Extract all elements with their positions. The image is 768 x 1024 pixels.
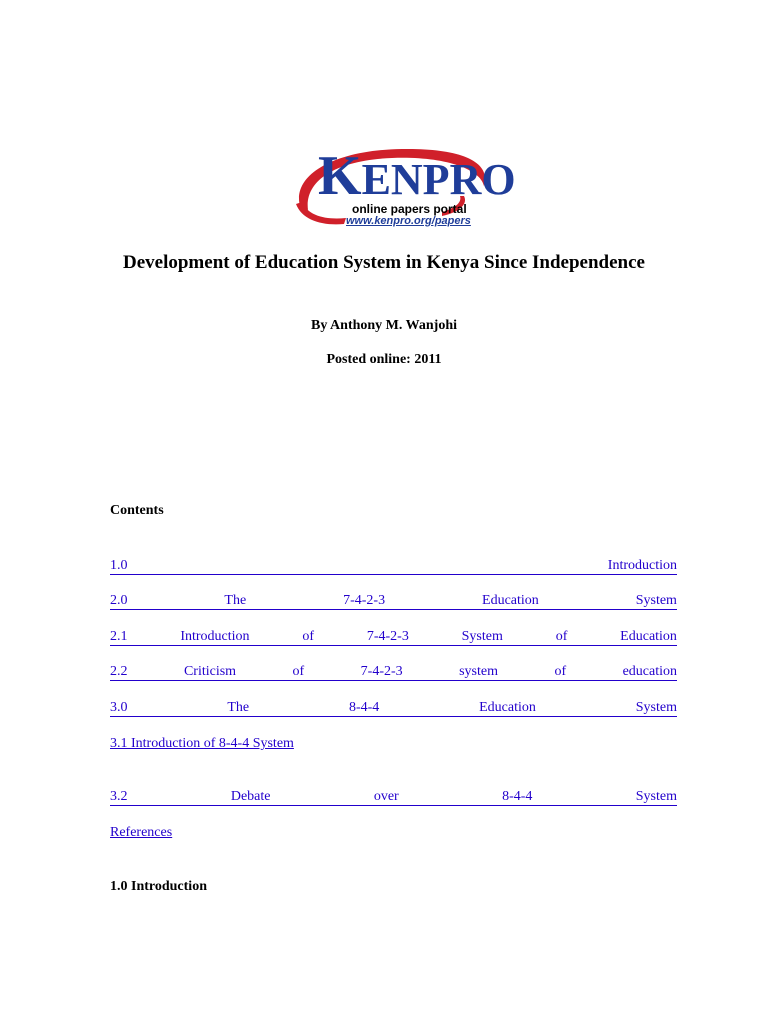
- toc-link-word: over: [373, 789, 399, 804]
- toc-link-word: 2.2: [110, 664, 128, 679]
- toc-link-word: Education: [482, 593, 539, 608]
- toc-link[interactable]: [110, 558, 677, 575]
- toc-link-word: 7-4-2-3: [360, 664, 403, 679]
- toc-link-word: 7-4-2-3: [366, 629, 409, 644]
- toc-link-word: Introduction: [607, 558, 677, 573]
- logo-wordmark: KENPRO: [318, 145, 516, 207]
- toc-link-word: 3.0: [110, 700, 128, 715]
- toc-link-word: System: [635, 700, 677, 715]
- toc-link-word: 2.1: [110, 629, 128, 644]
- toc-link-word: Introduction: [180, 629, 250, 644]
- toc-link-word: 7-4-2-3: [343, 593, 386, 608]
- toc-link-word: The: [227, 700, 250, 715]
- toc-link-word: education: [622, 664, 677, 679]
- toc-link[interactable]: 3.1 Introduction of 8-4-4 System: [110, 736, 294, 751]
- toc-link-word: system: [459, 664, 498, 679]
- toc-link[interactable]: [110, 629, 677, 646]
- toc-link-word: Education: [479, 700, 536, 715]
- contents-heading: Contents: [110, 503, 164, 518]
- toc-link-word: Criticism: [183, 664, 237, 679]
- toc-link-word: 2.0: [110, 593, 128, 608]
- toc-link-word: of: [555, 629, 568, 644]
- toc-link-word: System: [635, 593, 677, 608]
- author-line: By Anthony M. Wanjohi: [310, 318, 457, 333]
- toc-link-word: of: [554, 664, 567, 679]
- toc-link[interactable]: [110, 664, 677, 681]
- toc-link[interactable]: [110, 593, 677, 610]
- logo-url: www.kenpro.org/papers: [346, 215, 471, 227]
- kenpro-logo: [292, 145, 516, 230]
- section-heading: 1.0 Introduction: [110, 879, 207, 894]
- document-title: Development of Education System in Kenya Since Independence: [123, 252, 645, 273]
- toc-link-word: of: [302, 629, 315, 644]
- toc-link-word: 3.2: [110, 789, 128, 804]
- toc-link-word: The: [224, 593, 247, 608]
- toc-link-word: System: [635, 789, 677, 804]
- logo-tagline: online papers portal: [352, 202, 467, 216]
- toc-link[interactable]: [110, 700, 677, 717]
- toc-link-word: of: [292, 664, 305, 679]
- posted-line: Posted online: 2011: [326, 352, 442, 367]
- toc-link-word: System: [461, 629, 503, 644]
- toc-link-word: 8-4-4: [348, 700, 380, 715]
- toc-link-word: 8-4-4: [502, 789, 533, 804]
- toc-link-word: Debate: [230, 789, 271, 804]
- toc-link-word: Education: [620, 629, 677, 644]
- toc-link[interactable]: References: [110, 825, 173, 840]
- toc-link[interactable]: [110, 789, 677, 806]
- toc-link-word: 1.0: [110, 558, 128, 573]
